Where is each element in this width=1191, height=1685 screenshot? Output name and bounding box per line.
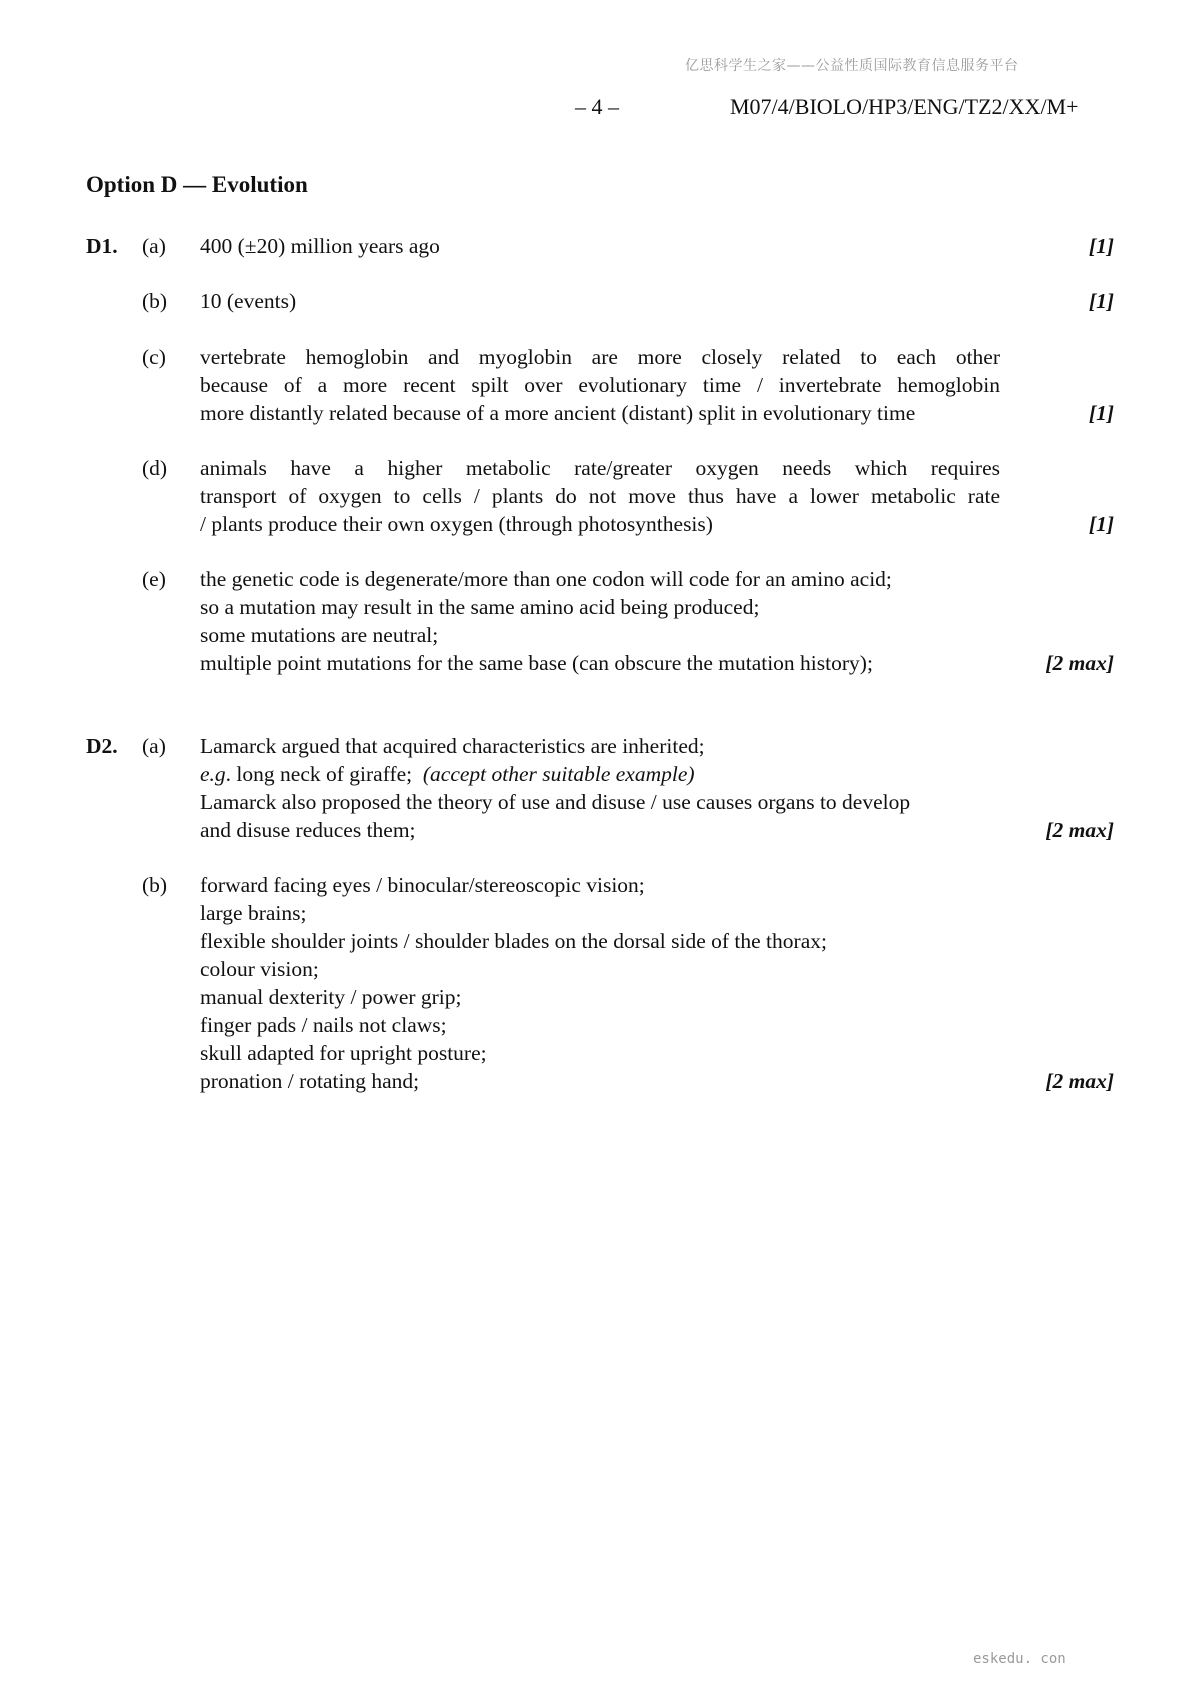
answer-line: colour vision;: [200, 957, 319, 981]
answer-line: Lamarck argued that acquired characteristics are inherited;: [200, 734, 705, 758]
answer-line: [200, 760, 1000, 788]
answer-line: vertebrate hemoglobin and myoglobin are more closely related to each other: [200, 345, 1000, 369]
question-number: D1.: [86, 234, 118, 258]
answer-line: some mutations are neutral;: [200, 623, 439, 647]
question-number: D2.: [86, 734, 118, 758]
mark-allocation: [1]: [1088, 289, 1114, 313]
mark-allocation: [2 max]: [1045, 818, 1114, 842]
answer-line: because of a more recent spilt over evolutionary time / invertebrate hemoglobin: [200, 373, 1000, 397]
answer-line: multiple point mutations for the same base (can obscure the mutation history);: [200, 651, 873, 675]
option-title: Option D — Evolution: [86, 172, 308, 197]
watermark-bottom: eskedu. con: [973, 1651, 1066, 1667]
answer-line: so a mutation may result in the same amino acid being produced;: [200, 595, 760, 619]
example-abbrev: e.g: [200, 762, 226, 786]
answer-line: and disuse reduces them;: [200, 818, 416, 842]
page-number: – 4 –: [575, 94, 619, 119]
answer-line: / plants produce their own oxygen (through photosynthesis): [200, 512, 713, 536]
answer-text: [200, 732, 1000, 844]
mark-allocation: [2 max]: [1045, 1069, 1114, 1093]
mark-allocation: [1]: [1088, 512, 1114, 536]
part-label: (a): [142, 234, 166, 258]
examiner-note: (accept other suitable example): [422, 762, 695, 786]
answer-text: [200, 287, 1000, 315]
answer-line: animals have a higher metabolic rate/greater oxygen needs which requires: [200, 456, 1000, 480]
part-label: (a): [142, 734, 166, 758]
answer-line: more distantly related because of a more ancient (distant) split in evolutionary time: [200, 401, 916, 425]
answer-line: large brains;: [200, 901, 307, 925]
answer-line: pronation / rotating hand;: [200, 1069, 420, 1093]
answer-line: Lamarck also proposed the theory of use and disuse / use causes organs to develop: [200, 790, 911, 814]
mark-allocation: [1]: [1088, 234, 1114, 258]
answer-line: 10 (events): [200, 289, 297, 313]
answer-line: the genetic code is degenerate/more than one codon will code for an amino acid;: [200, 567, 892, 591]
answer-text: [200, 343, 1000, 427]
mark-allocation: [1]: [1088, 401, 1114, 425]
answer-text: [200, 565, 1000, 677]
example-text: . long neck of giraffe;: [225, 762, 413, 786]
paper-code: M07/4/BIOLO/HP3/ENG/TZ2/XX/M+: [730, 94, 1079, 119]
answer-line: flexible shoulder joints / shoulder blades on the dorsal side of the thorax;: [200, 929, 827, 953]
mark-allocation: [2 max]: [1045, 651, 1114, 675]
answer-line: forward facing eyes / binocular/stereoscopic vision;: [200, 873, 645, 897]
answer-line: skull adapted for upright posture;: [200, 1041, 487, 1065]
answer-line: transport of oxygen to cells / plants do not move thus have a lower metabolic rate: [200, 484, 1000, 508]
answer-line: manual dexterity / power grip;: [200, 985, 462, 1009]
answer-text: [200, 232, 1000, 260]
answer-text: [200, 871, 1000, 1095]
watermark-top: 亿思科学生之家——公益性质国际教育信息服务平台: [685, 58, 1019, 74]
part-label: (e): [142, 567, 166, 591]
part-label: (c): [142, 345, 166, 369]
answer-line: 400 (±20) million years ago: [200, 234, 440, 258]
part-label: (b): [142, 289, 168, 313]
part-label: (d): [142, 456, 168, 480]
part-label: (b): [142, 873, 168, 897]
answer-text: [200, 454, 1000, 538]
answer-line: finger pads / nails not claws;: [200, 1013, 447, 1037]
